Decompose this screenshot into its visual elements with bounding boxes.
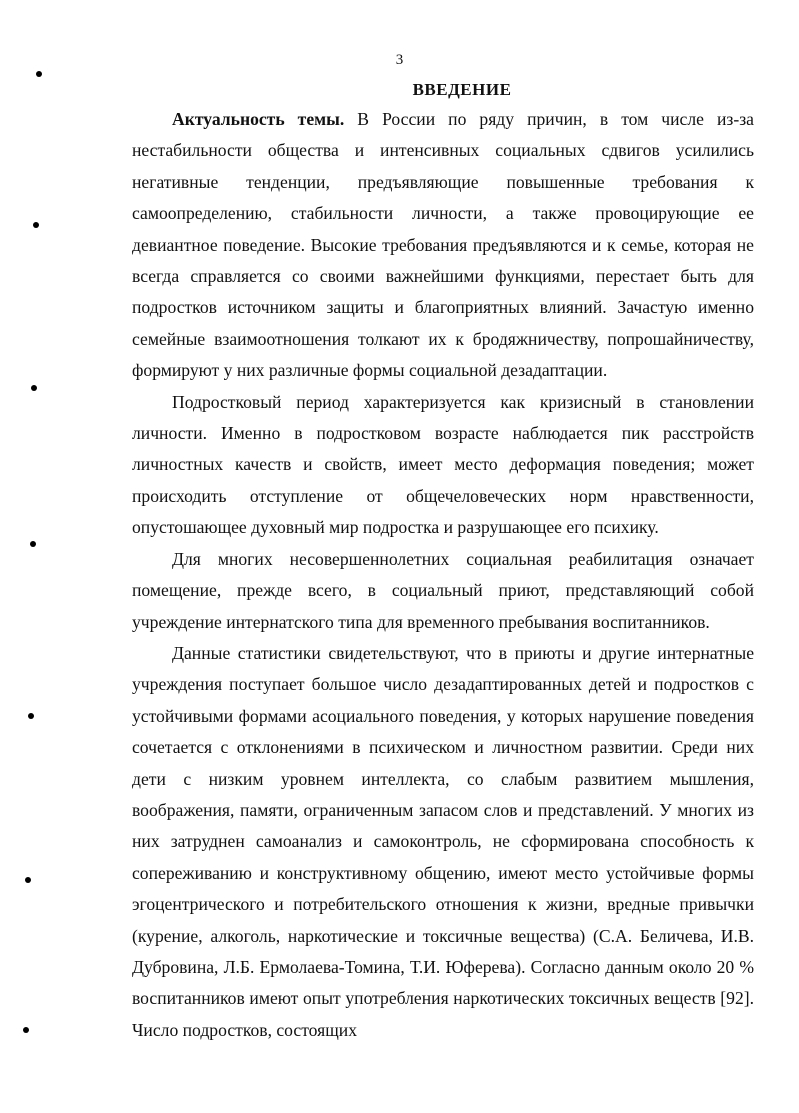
paragraph-statistics: Данные статистики свидетельствуют, что в приюты и другие интернатные учреждения поступает большое число дезадаптированных детей и подростков с устойчивыми формами асоциального поведения, у которых нарушение поведения сочетается с отклонениями в психическом и личностном развитии. Среди них дети с низким уровнем интеллекта, со слабым развитием мышления, воображения, памяти, ограниченным запасом слов и представлений. У многих из них затруднен самоанализ и самоконтроль, не сформирована способность к сопереживанию и конструктивному общению, имеют место устойчивые формы эгоцентрического и потребительского отношения к жизни, вредные привычки (курение, алкоголь, наркотические и токсичные вещества) (С.А. Беличева, И.В. Дубровина, Л.Б. Ермолаева-Томина, Т.И. Юферева). Согласно данным около 20 % воспитанников имеют опыт употребления наркотических токсичных веществ [92]. Число подростков, состоящих bbox=[132, 642, 754, 1040]
binding-hole-2 bbox=[33, 222, 39, 228]
paragraph-relevance bbox=[132, 104, 754, 387]
binding-hole-6 bbox=[25, 877, 31, 883]
page-number: 3 bbox=[395, 52, 404, 68]
paragraph-text: В России по ряду причин, в том числе из-за нестабильности общества и интенсивных социальных сдвигов усилились негативные тенденции, предъявляющие повышенные требования к самоопределению, стабильности личности, а также провоцирующие ее девиантное поведение. Высокие требования предъявляются и к семье, которая не всегда справляется со своими важнейшими функциями, перестает быть для подростков источником защиты и благоприятных влияний. Зачастую именно семейные взаимоотношения толкают их к бродяжничеству, попрошайничеству, формируют у них различные формы социальной дезадаптации. bbox=[132, 109, 754, 381]
document-body bbox=[132, 104, 754, 1046]
binding-hole-1 bbox=[36, 71, 42, 77]
paragraph-rehabilitation: Для многих несовершеннолетних социальная реабилитация означает помещение, прежде всего, в социальный приют, представляющий собой учреждение интернатского типа для временного пребывания воспитанников. bbox=[132, 548, 754, 632]
paragraph-adolescence: Подростковый период характеризуется как кризисный в становлении личности. Именно в подростковом возрасте наблюдается пик расстройств личностных качеств и свойств, имеет место деформация поведения; может происходить отступление от общечеловеческих норм нравственности, опустошающее духовный мир подростка и разрушающее его психику. bbox=[132, 391, 754, 538]
paragraph-lead: Актуальность темы. bbox=[172, 109, 345, 129]
binding-hole-3 bbox=[31, 385, 37, 391]
binding-hole-7 bbox=[23, 1027, 29, 1033]
section-heading: ВВЕДЕНИЕ bbox=[412, 80, 512, 99]
binding-hole-5 bbox=[28, 713, 34, 719]
binding-hole-4 bbox=[30, 541, 36, 547]
